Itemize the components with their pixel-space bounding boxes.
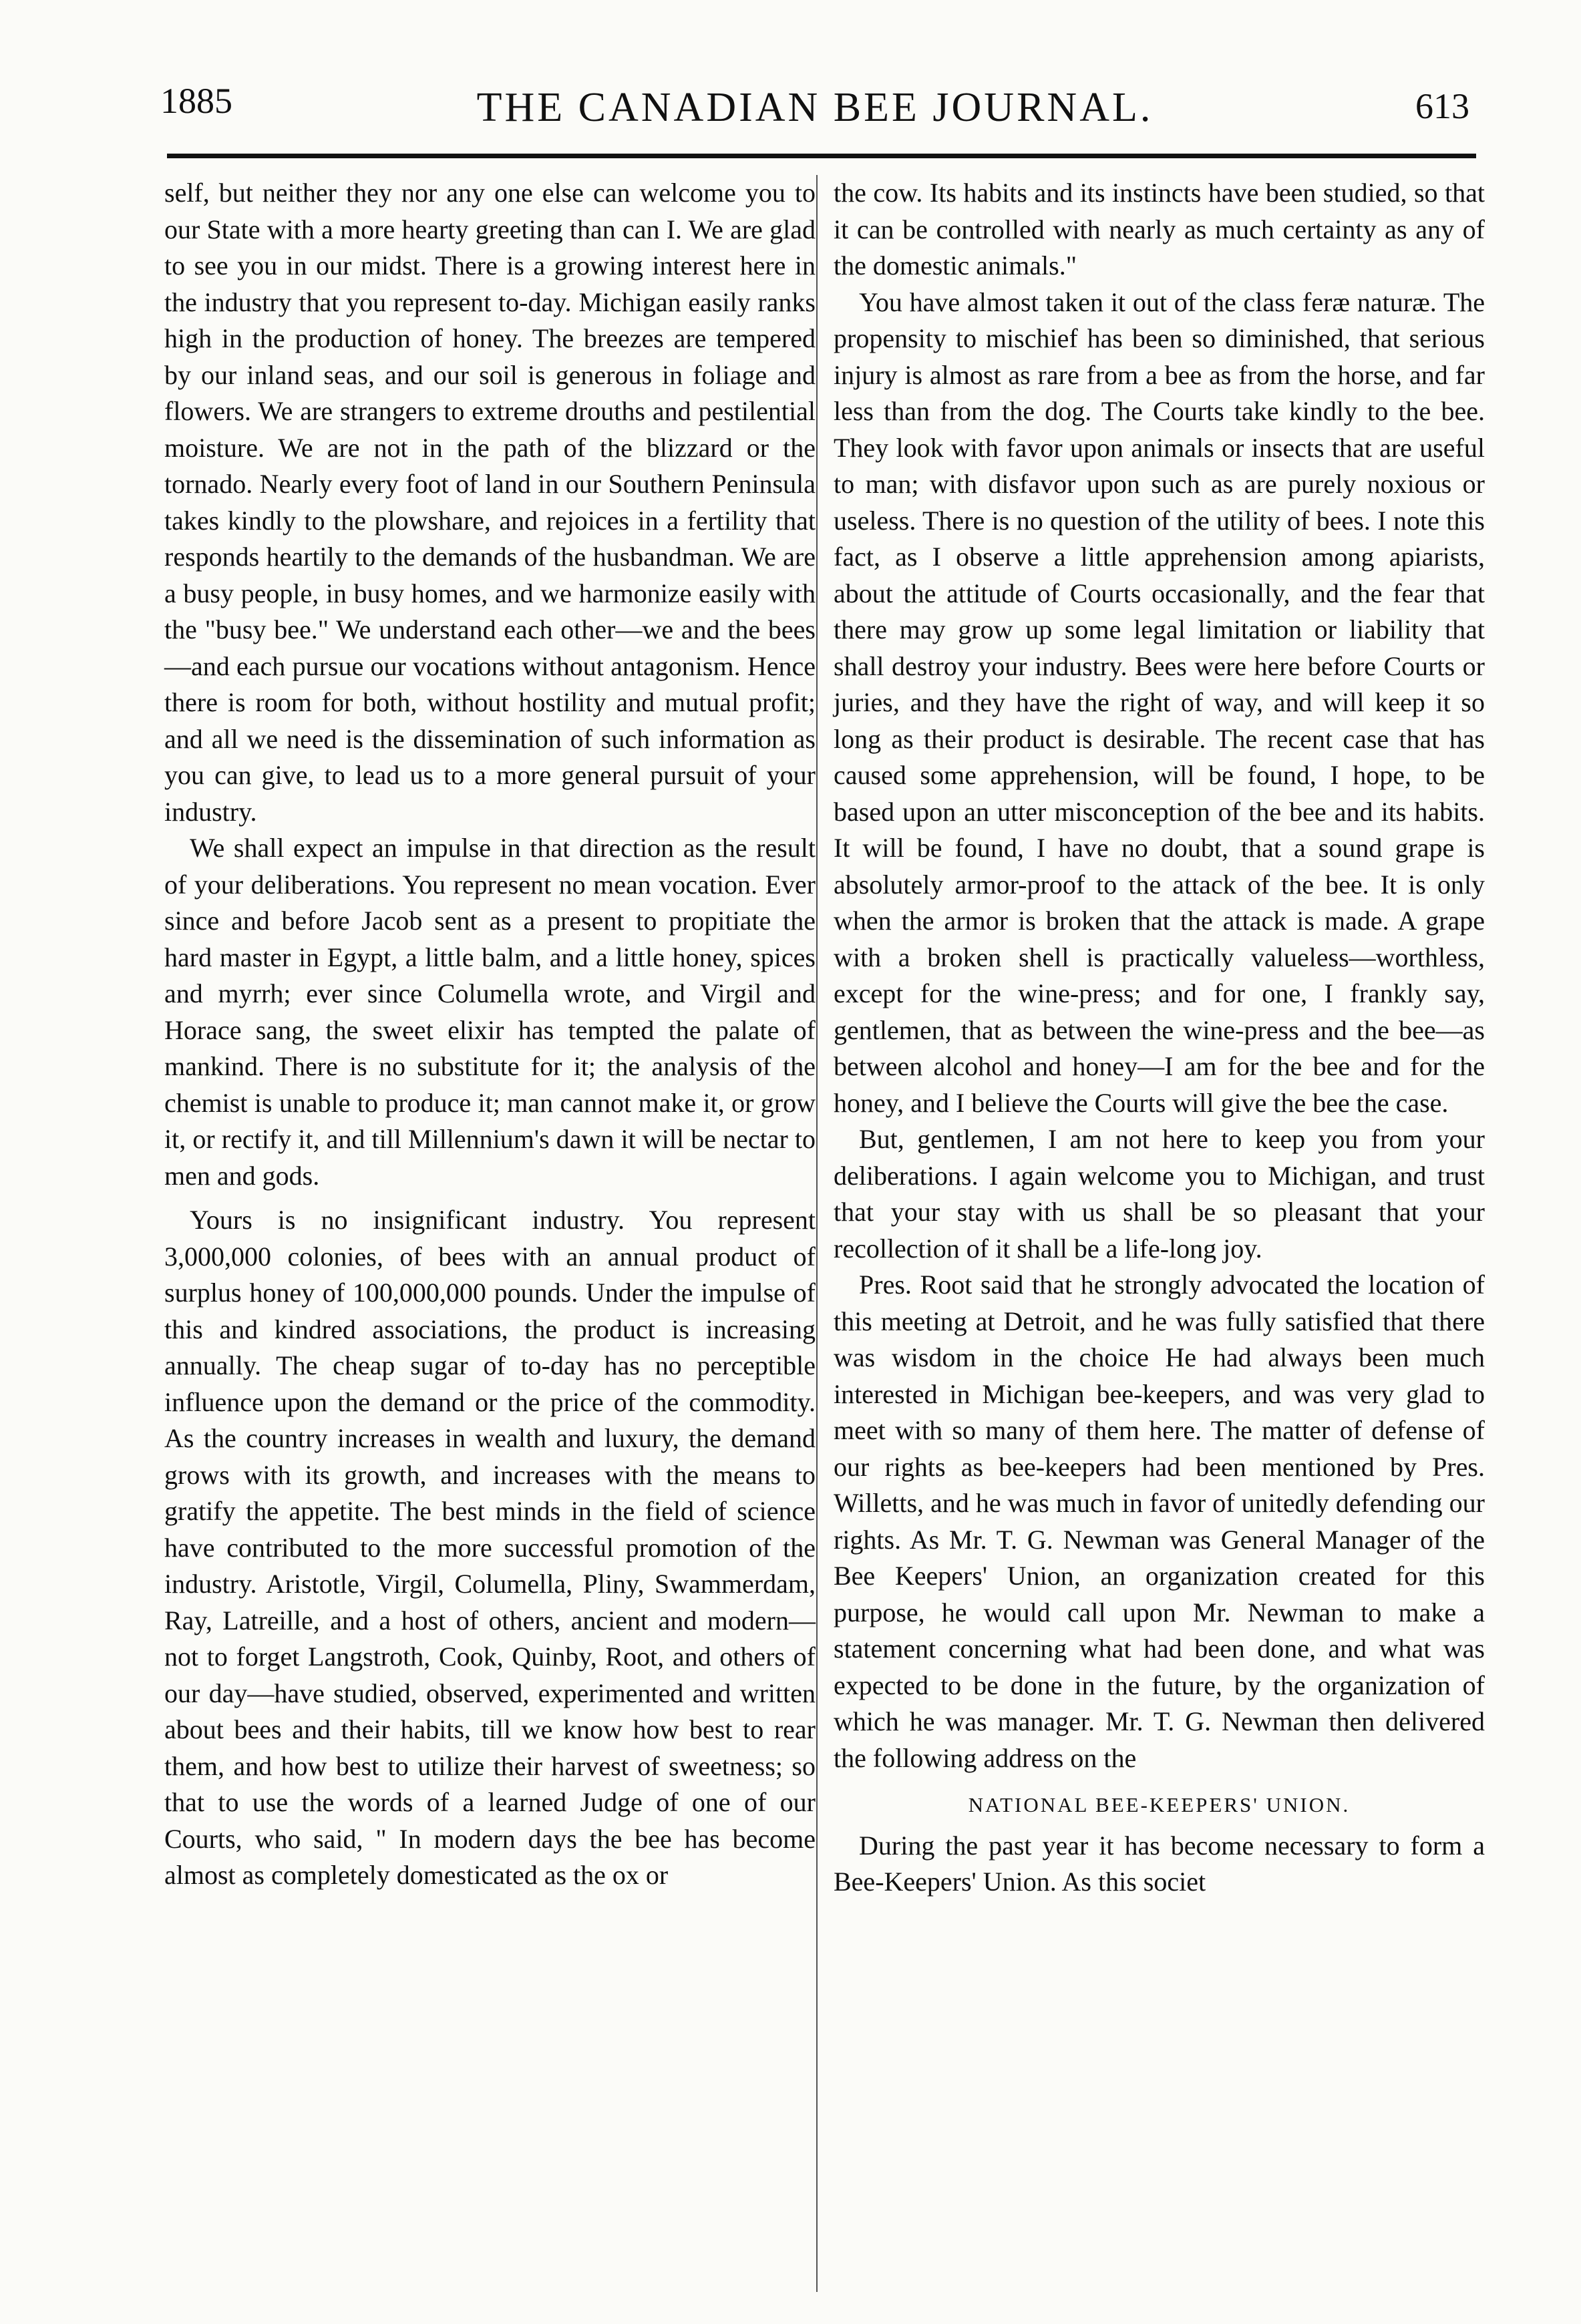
section-subheading: NATIONAL BEE-KEEPERS' UNION. [968, 1793, 1351, 1816]
column-divider [816, 175, 818, 2292]
left-column [164, 175, 816, 1894]
header-rule [167, 154, 1476, 158]
right-paragraph-2: You have almost taken it out of the class feræ naturæ. The propensity to mischief has been so diminished, that serious injury is almost as rare from a bee as from the horse, and far less than from the dog. The Courts take kindly to the bee. They look with favor upon animals or insects that are useful to man; with disfavor upon such as are purely noxious or useless. There is no question of the utility of bees. I note this fact, as I observe a little apprehension among apiarists, about the attitude of Courts occasionally, and the fear that there may grow up some legal limitation or liability that shall destroy your industry. Bees were here before Courts or juries, and they have the right of way, and will keep it so long as their product is desirable. The recent case that has caused some apprehension, will be found, I hope, to be based upon an utter misconception of the bee and its habits. It will be found, I have no doubt, that a sound grape is absolutely armor-proof to the attack of the bee. It is only when the armor is broken that the attack is made. A grape with a broken shell is practically valueless—worthless, except for the wine-press; and for one, I frankly say, gentlemen, that as between the wine-press and the bee—as between alcohol and honey—I am for the bee and for the honey, and I believe the Courts will give the bee the case. [834, 286, 1485, 1118]
right-paragraph-5: During the past year it has become necessary to form a Bee-Keepers' Union. As this societ [834, 1830, 1485, 1897]
paragraph-gap [164, 1194, 816, 1202]
running-header [160, 79, 1469, 152]
left-paragraph-1: self, but neither they nor any one else can welcome you to our State with a more hearty greeting than can I. We are glad to see you in our midst. There is a growing interest here in the industry that you represent to-day. Michigan easily ranks high in the production of honey. The breezes are tempered by our inland seas, and our soil is generous in foliage and flowers. We are strangers to extreme drouths and pestilential moisture. We are not in the path of the blizzard or the tornado. Nearly every foot of land in our Southern Peninsula takes kindly to the plowshare, and rejoices in a fertility that responds heartily to the demands of the husbandman. We are a busy people, in busy homes, and we harmonize easily with the "busy bee." We understand each other—we and the bees—and each pursue our vocations without antagonism. Hence there is room for both, without hostility and mutual profit; and all we need is the dissemination of such information as you can give, to lead us to a more general pursuit of your industry. [164, 178, 816, 827]
left-paragraph-2: We shall expect an impulse in that direction as the result of your deliberations. You represent no mean vocation. Ever since and before Jacob sent as a present to propitiate the hard master in Egypt, a little balm, and a little honey, spices and myrrh; ever since Columella wrote, and Virgil and Horace sang, the sweet elixir has tempted the palate of mankind. There is no substitute for it; the analysis of the chemist is unable to produce it; man cannot make it, or grow it, or rectify it, and till Millennium's dawn it will be nectar to men and gods. [164, 833, 816, 1191]
right-column [834, 175, 1485, 1901]
left-paragraph-3: Yours is no insignificant industry. You represent 3,000,000 colonies, of bees with an annual product of surplus honey of 100,000,000 pounds. Under the impulse of this and kindred associations, the product is increasing annually. The cheap sugar of to-day has no perceptible influence upon the demand or the price of the commodity. As the country increases in wealth and luxury, the demand grows with its growth, and increases with the means to gratify the appetite. The best minds in the field of science have contributed to the more successful promotion of the industry. Aristotle, Virgil, Columella, Pliny, Swammerdam, Ray, Latreille, and a host of others, ancient and modern—not to forget Langstroth, Cook, Quinby, Root, and others of our day—have studied, observed, experimented and written about bees and their habits, till we know how best to rear them, and how best to utilize their harvest of sweetness; so that to use the words of a learned Judge of one of our Courts, who said, " In modern days the bee has become almost as completely domesticated as the ox or [164, 1205, 816, 1890]
right-paragraph-3: But, gentlemen, I am not here to keep you from your deliberations. I again welcome you to Michigan, and trust that your stay with us shall be so pleasant that your recollection of it shall be a life-long joy. [834, 1124, 1485, 1264]
right-paragraph-4: Pres. Root said that he strongly advocated the location of this meeting at Detroit, and he was fully satisfied that there was wisdom in the choice He had always been much interested in Michigan bee-keepers, and was very glad to meet with so many of them here. The matter of defense of our rights as bee-keepers had been mentioned by Pres. Willetts, and he was much in favor of unitedly defending our rights. As Mr. T. G. Newman was General Manager of the Bee Keepers' Union, an organization created for this purpose, he would call upon Mr. Newman to make a statement concerning what had been done, and what was expected to be done in the future, by the organization of which he was manager. Mr. T. G. Newman then delivered the following address on the [834, 1270, 1485, 1773]
page-number: 613 [1415, 86, 1469, 126]
journal-title: THE CANADIAN BEE JOURNAL. [476, 85, 1154, 130]
header-year: 1885 [160, 81, 232, 121]
right-paragraph-1: the cow. Its habits and its instincts have been studied, so that it can be controlled with nearly as much certainty as any of the domestic animals." [834, 178, 1485, 280]
